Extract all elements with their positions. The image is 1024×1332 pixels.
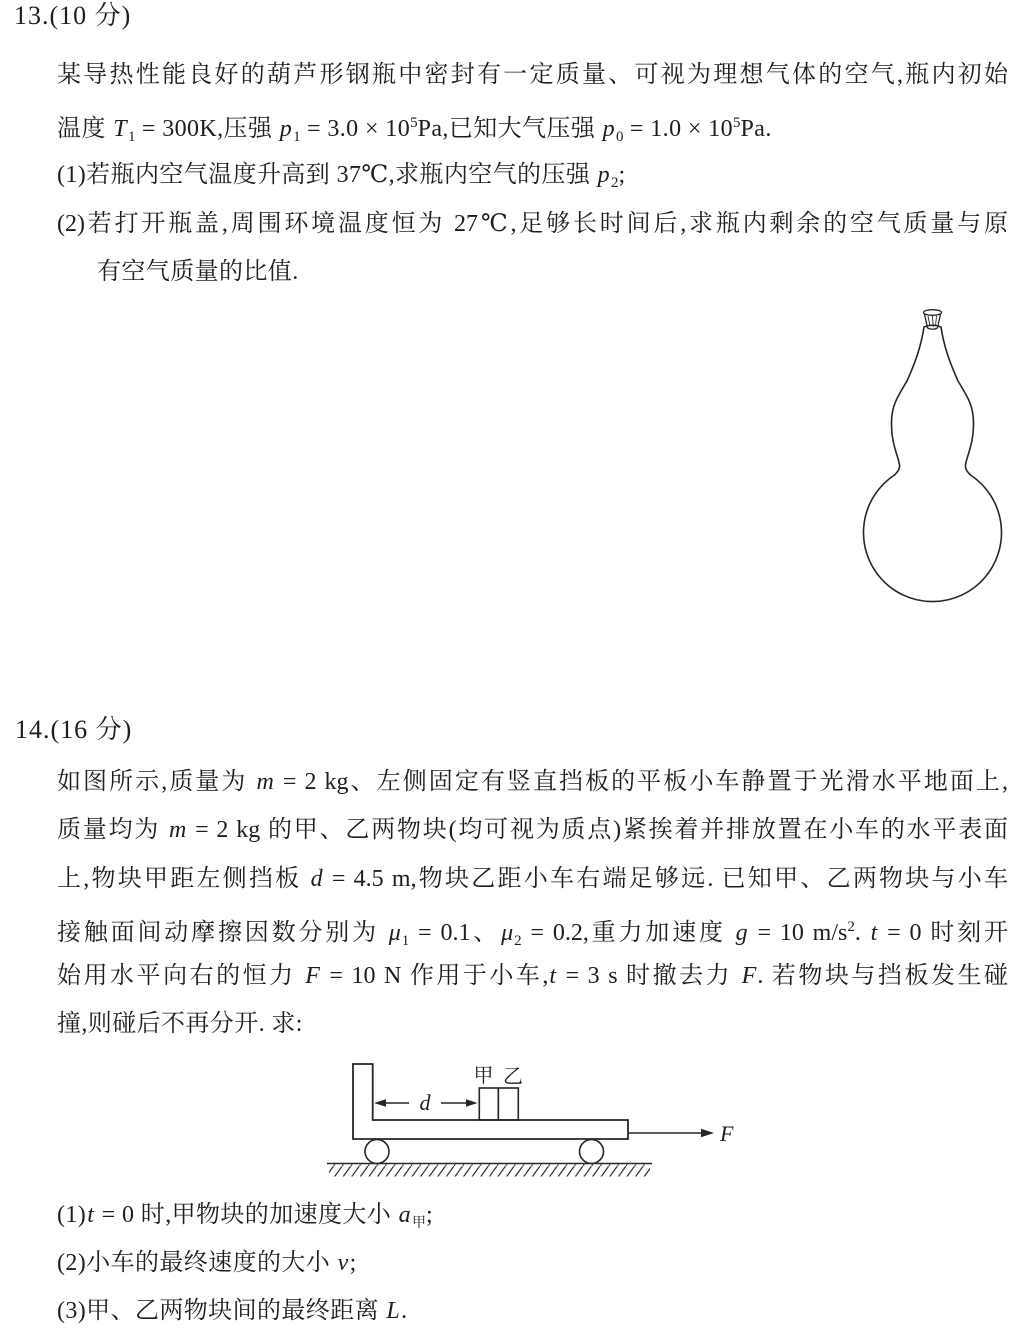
- gourd-bottle-figure: [855, 303, 1005, 605]
- q14-paragraph-line-4: 接触面间动摩擦因数分别为 $\mu_1 = 0.1$、$\mu_2 = 0.2$,重力加速度 g = 10 $m/s^2$. t = 0 时刻开: [57, 919, 1008, 949]
- q13-paragraph-line-1: 某导热性能良好的葫芦形钢瓶中密封有一定质量、可视为理想气体的空气,瓶内初始: [57, 62, 1008, 88]
- q13-subquestion-2: (2)若打开瓶盖,周围环境温度恒为 27℃,足够长时间后,求瓶内剩余的空气质量与原: [57, 211, 1008, 237]
- q14-subquestion-1: (1)t = 0 时,甲物块的加速度大小 $a_甲$;: [57, 1202, 434, 1231]
- q14-subquestion-3: (3)甲、乙两物块间的最终距离 L.: [57, 1298, 408, 1324]
- block-a-label: 甲: [473, 1065, 494, 1087]
- q13-paragraph-line-2: 温度 $T_1 = 300K$,压强 $p_1 = 3.0 \times 10^5Pa$,已知大气压强 $p_0 = 1.0 \times 10^5Pa$.: [57, 115, 772, 145]
- question-14-heading: 14.(16 分): [15, 715, 133, 744]
- block-b: [498, 1088, 518, 1120]
- wheel-left: [365, 1140, 389, 1164]
- q14-paragraph-line-6: 撞,则碰后不再分开. 求:: [57, 1011, 303, 1037]
- cart-diagram: [325, 1046, 745, 1188]
- ground: [327, 1164, 652, 1177]
- wheel-right: [580, 1140, 604, 1164]
- block-b-label: 乙: [503, 1066, 523, 1088]
- force-label: F: [720, 1121, 734, 1146]
- q13-subquestion-1: (1)若瓶内空气温度升高到 37℃,求瓶内空气的压强 $p_2$;: [57, 162, 626, 191]
- bottle-outline: [864, 325, 1002, 601]
- q14-paragraph-line-3: 上,物块甲距左侧挡板 d = 4.5 m,物块乙距小车右端足够远. 已知甲、乙两物块与小车: [57, 866, 1009, 892]
- question-13-heading: 13.(10 分): [14, 1, 132, 30]
- q14-paragraph-line-1: 如图所示,质量为 m = 2 kg、左侧固定有竖直挡板的平板小车静置于光滑水平地面上,: [57, 769, 1008, 795]
- q14-subquestion-2: (2)小车的最终速度的大小 v;: [57, 1250, 357, 1276]
- q14-paragraph-line-2: 质量均为 m = 2 kg 的甲、乙两物块(均可视为质点)紧挨着并排放置在小车的水平表面: [57, 817, 1008, 843]
- distance-label: d: [419, 1090, 431, 1115]
- q14-paragraph-line-5: 始用水平向右的恒力 F = 10 N 作用于小车,t = 3 s 时撤去力 F. 若物块与挡板发生碰: [57, 963, 1009, 989]
- force-arrow: [629, 1129, 714, 1137]
- q13-subquestion-2-wrap: 有空气质量的比值.: [97, 259, 299, 285]
- block-a: [479, 1088, 498, 1120]
